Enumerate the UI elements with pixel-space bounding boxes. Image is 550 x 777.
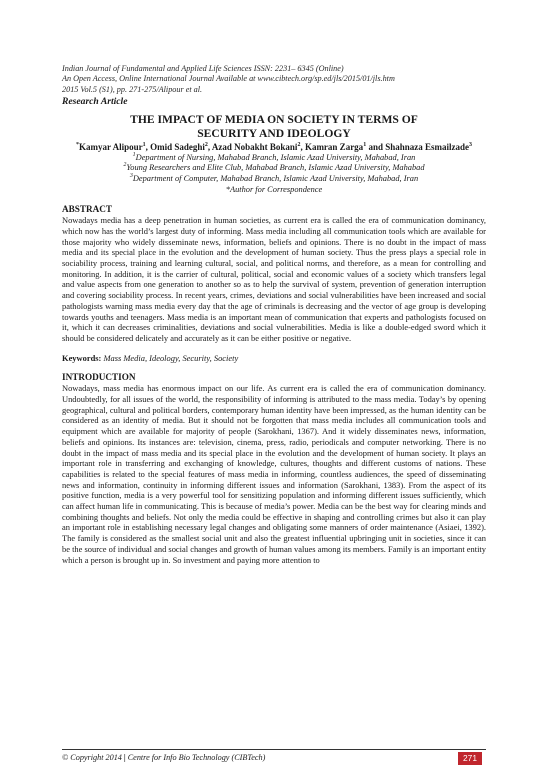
journal-info: [62, 64, 486, 95]
paper-title: [62, 113, 486, 140]
author-separator: ,: [145, 142, 151, 153]
author-separator: ,: [207, 142, 212, 153]
author-list: [62, 142, 486, 153]
author-name: Omid Sadeghi: [150, 142, 205, 153]
corresponding-mark: *: [76, 142, 80, 149]
page-footer: [62, 749, 486, 766]
introduction-heading: INTRODUCTION: [62, 372, 136, 383]
author-affiliation-mark: 1: [142, 142, 146, 149]
keywords-label: Keywords:: [62, 352, 102, 363]
publisher-text: Centre for Info Bio Technology (CIBTech): [127, 753, 266, 762]
page-number: 271: [458, 752, 482, 765]
footer-copyright: [62, 753, 265, 763]
author-name: Shahnaza Esmailzade: [385, 142, 469, 153]
author-affiliation-mark: 3: [468, 142, 472, 149]
author-separator: and: [366, 142, 386, 153]
affiliation-text: Department of Computer, Mahabad Branch, Islamic Azad University, Mahabad, Iran: [132, 174, 419, 184]
article-type: Research Article: [62, 96, 128, 108]
copyright-text: © Copyright 2014: [62, 753, 122, 762]
keywords-text: Mass Media, Ideology, Security, Society: [103, 352, 239, 363]
correspondence-note: *Author for Correspondence: [225, 184, 323, 194]
affiliation-mark: 1: [132, 152, 136, 159]
author-separator: ,: [300, 142, 305, 153]
affiliation: [62, 163, 486, 174]
journal-access-line: An Open Access, Online International Journal Available at www.cibtech.org/sp.ed/jls/2015/01/jls.htm: [62, 74, 395, 84]
journal-volume-line: 2015 Vol.5 (S1), pp. 271-275/Alipour et al.: [62, 84, 203, 94]
affiliations: [62, 153, 486, 195]
introduction-text: Nowadays, mass media has enormous impact on our life. As current era is called the era of communication dominancy. Undoubtedly, for all issues of the world, the responsibility of informing is attributed to the mass media. Today’s by opening geographical, cultural and political borders, contemporary human identity have been impressed, as the human identity can be considered as an identity of media. But it should not be forgotten that mass media includes all communication tools and equipment which are available for majority of people (Sarokhani, 1367). And it widely disseminates news, information, beliefs and opinions. Its instances are: television, cinema, press, radio, periodicals and computer networking. There is no doubt in the impact of mass media and its special place in the evolution and the development of human society. It plays an important role in transferring and exchanging of knowledge, cultures, thoughts and different customs of nations. These capabilities is related to the special features of mass media in informing, countless audiences, the speed of disseminating news and information, continuity in informing different issues and information (Sarokhani, 1383). From the aspect of its positive function, media is a very powerful tool for sensitizing population and informing different issues sufficiently, which can affect human life in communicating. This is because of media’s power. Media can be the best way for clearing minds and combining thoughts and beliefs. Not only the media could be effective in shaping and controlling crimes but also it can play an important role in establishing necessary legal changes and obligating some manners of order maintenance (Asiaei, 1392). The family is considered as the smallest social unit and also the greatest influential upbringing unit in societies, since it can be the source of individual and social changes and growth of human values among its members. Family is an important entity which a person is brought up in. So investment and paying more attention to: [62, 383, 486, 565]
paper-title-line-1: THE IMPACT OF MEDIA ON SOCIETY IN TERMS OF: [130, 113, 418, 127]
author-name: Azad Nobakht Bokani: [211, 142, 298, 153]
affiliation-text: Young Researchers and Elite Club, Mahabad Branch, Islamic Azad University, Mahabad: [126, 163, 425, 173]
abstract-heading: ABSTRACT: [62, 204, 113, 215]
paper-page: [62, 64, 486, 565]
author-affiliation-mark: 2: [204, 142, 208, 149]
affiliation-mark: 3: [129, 173, 133, 180]
journal-name-line: Indian Journal of Fundamental and Applied Life Sciences ISSN: 2231– 6345 (Online): [62, 64, 344, 73]
paper-title-line-2: SECURITY AND IDEOLOGY: [197, 126, 351, 140]
abstract-text: Nowadays media has a deep penetration in human societies, as current era is called the era of communication dominancy, which now has the world’s largest duty of informing. Mass media including all communication tools which are available for those majority who widely disseminate news, information, beliefs and opinions. There is no doubt in the impact of mass media and its special place in the evolution and the development of human society. Thus the press plays a special role in sociability process, training and learning cultural, social, and political norms, and therefore, as a mean for controlling and monitoring. In addition, it is the carrier of cultural, political, social and economic values of a society which transfers legal and value aspects from one generation to another so as to help the survival of system, prevention of generation interruption and covering sociability process. In recent years, crimes, deviations and social vulnerabilities have been increased and social pathologists warning mass media every day that the age of criminals is decreasing and the vector of age group is developing towards youths and teenagers. Mass media is an important mean of communication that experts and pathologists focused on it, which it can decreases criminalities, deviations and social vulnerabilities. Media is like a double-edged sword which it should be considered delicately and accurately as it can be either positive or negative.: [62, 215, 486, 343]
keywords: [62, 353, 486, 364]
footer-separator: |: [123, 753, 126, 762]
author-affiliation-mark: 2: [297, 142, 301, 149]
affiliation-text: Department of Nursing, Mahabad Branch, Islamic Azad University, Mahabad, Iran: [135, 152, 416, 162]
author-name: Kamyar Alipour: [79, 142, 143, 153]
affiliation-mark: 2: [123, 162, 127, 169]
author-name: Kamran Zarga: [304, 142, 364, 153]
affiliation: [62, 174, 486, 185]
author-affiliation-mark: 1: [363, 142, 367, 149]
